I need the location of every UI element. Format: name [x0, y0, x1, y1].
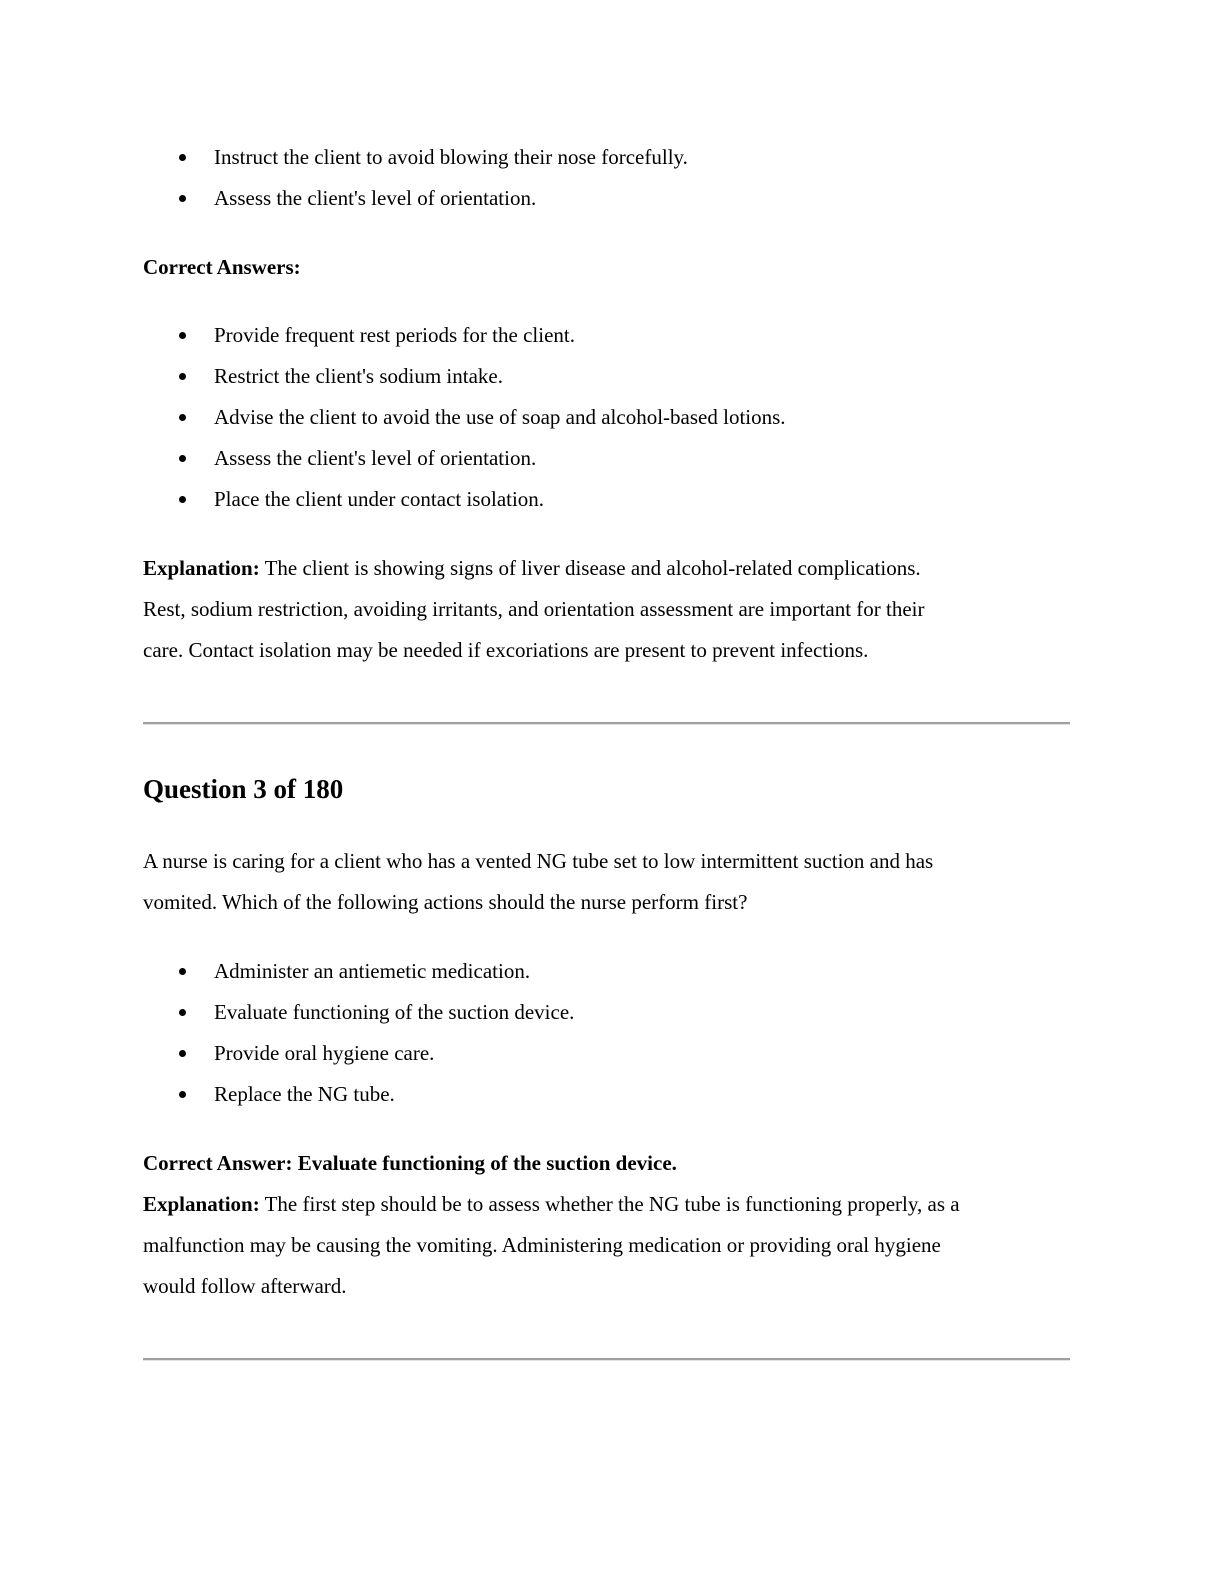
bullet-icon — [179, 455, 186, 462]
list-item: Provide frequent rest periods for the client. — [143, 315, 786, 356]
explanation-line: would follow afterward. — [143, 1274, 347, 1298]
correct-answer-line: Correct Answer: Evaluate functioning of the suction device. — [143, 1151, 677, 1175]
bullet-icon — [179, 332, 186, 339]
stem-line: A nurse is caring for a client who has a vented NG tube set to low intermittent suction and has — [143, 849, 934, 873]
list-item: Evaluate functioning of the suction device. — [143, 992, 574, 1033]
list-item: Provide oral hygiene care. — [143, 1033, 574, 1074]
list-item: Assess the client's level of orientation. — [143, 178, 688, 219]
question-explanation — [143, 1184, 1073, 1307]
bullet-icon — [179, 195, 186, 202]
bullet-icon — [179, 1050, 186, 1057]
bullet-icon — [179, 154, 186, 161]
bullet-icon — [179, 1091, 186, 1098]
explanation-line: Explanation: The client is showing signs of liver disease and alcohol-related complications. — [143, 556, 921, 580]
explanation-line: Rest, sodium restriction, avoiding irritants, and orientation assessment are important for their — [143, 597, 925, 621]
list-item: Administer an antiemetic medication. — [143, 951, 574, 992]
explanation-label: Explanation: — [143, 1192, 260, 1216]
list-item: Advise the client to avoid the use of soap and alcohol-based lotions. — [143, 397, 786, 438]
explanation-label: Explanation: — [143, 556, 260, 580]
question-stem — [143, 841, 1073, 923]
list-item: Replace the NG tube. — [143, 1074, 574, 1115]
list-item: Restrict the client's sodium intake. — [143, 356, 786, 397]
section-divider — [143, 1358, 1070, 1361]
stem-line: vomited. Which of the following actions should the nurse perform first? — [143, 890, 748, 914]
question-options-list — [143, 951, 574, 1115]
correct-answers-label: Correct Answers: — [143, 255, 301, 279]
question-title: Question 3 of 180 — [143, 774, 344, 804]
bullet-icon — [179, 414, 186, 421]
previous-options-list — [143, 137, 688, 219]
section-divider — [143, 722, 1070, 725]
explanation-line: Explanation: The first step should be to assess whether the NG tube is functioning properly, as a — [143, 1192, 960, 1216]
bullet-icon — [179, 373, 186, 380]
list-item: Instruct the client to avoid blowing their nose forcefully. — [143, 137, 688, 178]
bullet-icon — [179, 968, 186, 975]
correct-answers-list — [143, 315, 786, 520]
list-item: Assess the client's level of orientation. — [143, 438, 786, 479]
previous-explanation — [143, 548, 1073, 671]
explanation-line: malfunction may be causing the vomiting. Administering medication or providing oral hygiene — [143, 1233, 941, 1257]
bullet-icon — [179, 1009, 186, 1016]
list-item: Place the client under contact isolation. — [143, 479, 786, 520]
explanation-line: care. Contact isolation may be needed if excoriations are present to prevent infections. — [143, 638, 869, 662]
bullet-icon — [179, 496, 186, 503]
